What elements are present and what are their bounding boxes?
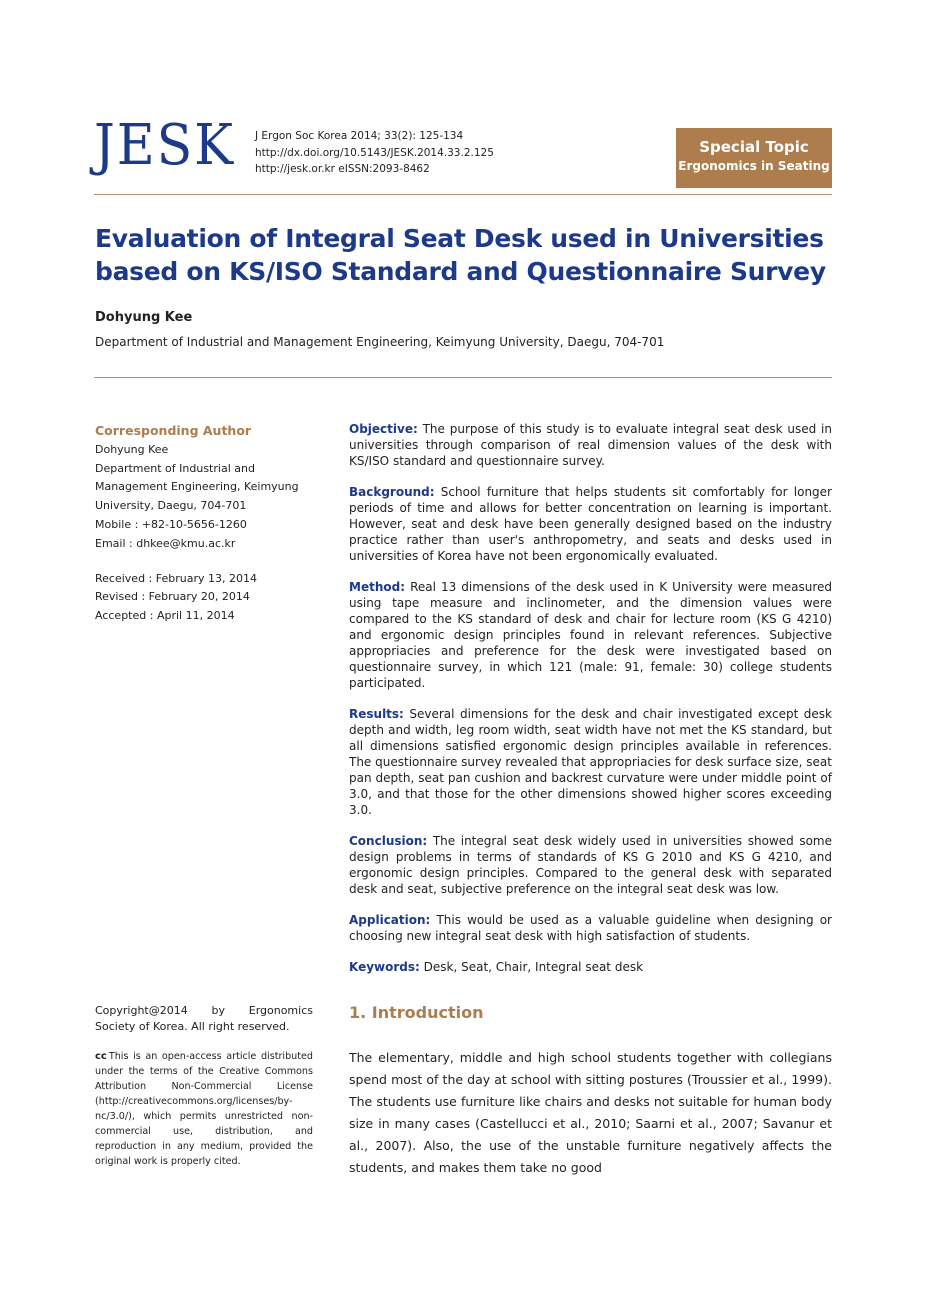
conclusion-text: The integral seat desk widely used in universities showed some design problems in terms of standards of KS G 2010 and KS G 4210, and ergonomic design principles. Compared to the general desk with separated desk and seat, subjective preference on the integral seat desk was low.	[349, 833, 832, 896]
article-title: Evaluation of Integral Seat Desk used in Universities based on KS/ISO Standard and Questionnaire Survey	[95, 224, 826, 286]
copyright-notice: Copyright@2014 by Ergonomics Society of Korea. All right reserved.	[95, 1004, 313, 1033]
abstract-keywords	[349, 960, 832, 976]
abstract-results	[349, 707, 832, 818]
objective-text: The purpose of this study is to evaluate integral seat desk used in universities through comparison of real dimension values of the desk with KS/ISO standard and questionnaire survey.	[349, 422, 832, 468]
journal-info	[255, 128, 494, 178]
special-topic-badge	[676, 128, 832, 188]
corresponding-dept: Department of Industrial and	[95, 461, 255, 475]
received-date: Received : February 13, 2014	[95, 571, 257, 585]
journal-logo: JESK	[94, 113, 235, 178]
corresponding-author-heading: Corresponding Author	[95, 423, 252, 438]
corresponding-author-panel	[95, 422, 315, 626]
method-label: Method:	[349, 580, 405, 595]
abstract-objective	[349, 422, 832, 470]
title-divider	[94, 377, 832, 378]
journal-citation: J Ergon Soc Korea 2014; 33(2): 125-134	[255, 130, 464, 142]
author-affiliation: Department of Industrial and Management Engineering, Keimyung University, Daegu, 704-701	[95, 335, 665, 349]
conclusion-label: Conclusion:	[349, 833, 428, 848]
introduction-text: The elementary, middle and high school students together with collegians spend most of the day at school with sitting postures (Troussier et al., 1999). The students use furniture like chairs and desks not suitable for human body size in many cases (Castellucci et al., 2010; Saarni et al., 2007; Savanur et al., 2007). Also, the use of the unstable furniture negatively affects the students, and makes them take no good	[349, 1050, 832, 1175]
application-label: Application:	[349, 913, 431, 928]
abstract-conclusion	[349, 834, 832, 898]
corresponding-address: University, Daegu, 704-701	[95, 499, 247, 513]
special-topic-subtitle: Ergonomics in Seating	[678, 159, 830, 173]
introduction-heading: 1. Introduction	[349, 1003, 484, 1022]
abstract-background	[349, 485, 832, 565]
author-name: Dohyung Kee	[95, 310, 193, 325]
keywords-text: Desk, Seat, Chair, Integral seat desk	[423, 960, 644, 975]
special-topic-label: Special Topic	[699, 138, 809, 156]
revised-date: Revised : February 20, 2014	[95, 590, 250, 604]
corresponding-email[interactable]: Email : dhkee@kmu.ac.kr	[95, 536, 236, 550]
results-text: Several dimensions for the desk and chair investigated except desk depth and width, leg room width, seat width have not met the KS standard, but all dimensions satisfied ergonomic design principles available in references. The questionnaire survey revealed that appropriacies for desk surface size, seat pan depth, seat pan cushion and backrest curvature were under middle point of 3.0, and that those for the other dimensions showed higher scores exceeding 3.0.	[349, 707, 832, 817]
corresponding-name: Dohyung Kee	[95, 442, 169, 456]
application-text: This would be used as a valuable guideline when designing or choosing new integral seat desk with high satisfaction of students.	[349, 913, 832, 943]
abstract-application	[349, 913, 832, 945]
keywords-label: Keywords:	[349, 960, 420, 975]
objective-label: Objective:	[349, 422, 418, 436]
background-text: School furniture that helps students sit comfortably for longer periods of time and allows for better concentration on learning is important. However, seat and desk have been generally designed based on the industry practice rather than user's anthropometry, and seats and desks used in universities of Korea have not been ergonomically evaluated.	[349, 485, 832, 563]
abstract	[349, 422, 832, 992]
license-notice	[95, 1049, 313, 1169]
accepted-date: Accepted : April 11, 2014	[95, 609, 235, 623]
creative-commons-icon: cc	[95, 1051, 107, 1062]
license-text: This is an open-access article distributed under the terms of the Creative Commons Attribution Non-Commercial License (http://creativecommons.org/licenses/by-nc/3.0/), which permits unrestricted non-commercial use, distribution, and reproduction in any medium, provided the original work is properly cited.	[95, 1051, 313, 1167]
doi-link[interactable]: http://dx.doi.org/10.5143/JESK.2014.33.2.125	[255, 146, 494, 159]
abstract-method	[349, 580, 832, 691]
corresponding-dept-cont: Management Engineering, Keimyung	[95, 480, 299, 494]
background-label: Background:	[349, 485, 435, 500]
method-text: Real 13 dimensions of the desk used in K University were measured using tape measure and inclinometer, and the dimension values were compared to the KS standard of desk and chair for lecture room (KS G 4210) and ergonomic design principles found in relevant references. Subjective appropriacies and preference for the desk were investigated based on questionnaire survey, in which 121 (male: 91, female: 30) college students participated.	[349, 580, 833, 690]
header-divider	[94, 194, 832, 195]
journal-url[interactable]: http://jesk.or.kr eISSN:2093-8462	[255, 163, 430, 175]
results-label: Results:	[349, 707, 404, 722]
corresponding-mobile: Mobile : +82-10-5656-1260	[95, 517, 247, 531]
